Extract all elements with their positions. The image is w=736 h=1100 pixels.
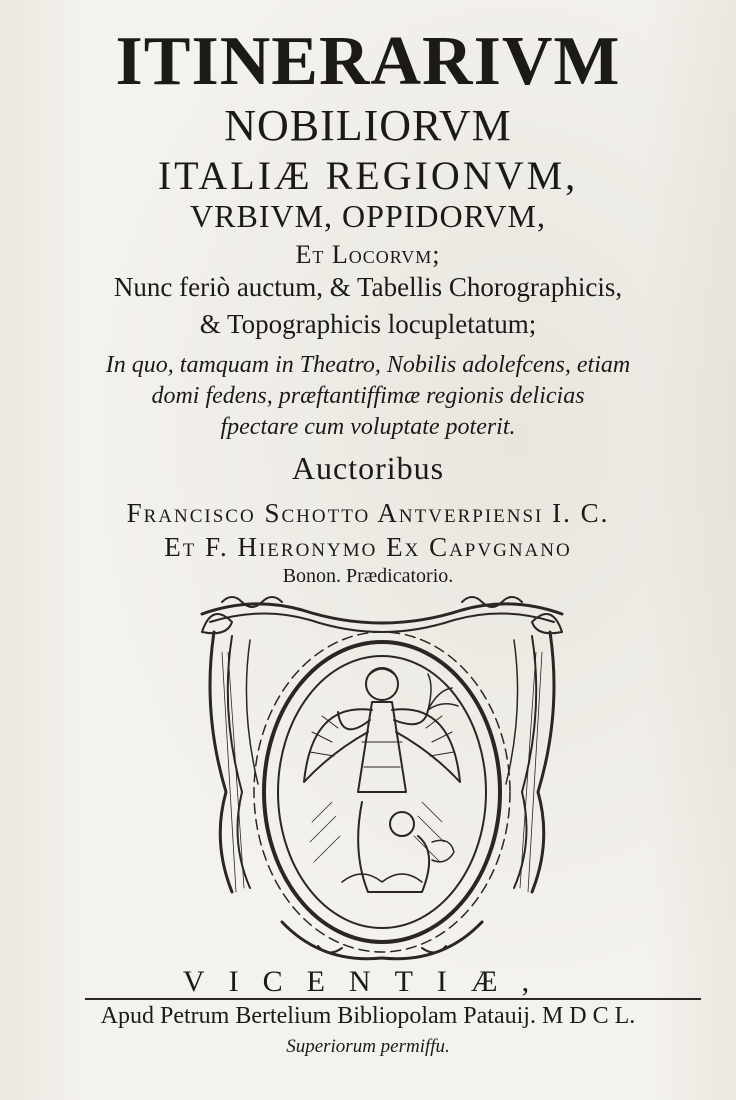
subtitle-line-1: Nunc feriò auctum, & Tabellis Chorographicis, xyxy=(113,272,623,302)
author-2-affiliation: Bonon. Prædicatorio. xyxy=(282,565,454,587)
authors-heading: Auctoribus xyxy=(291,450,445,486)
description-line-1: In quo, tamquam in Theatro, Nobilis adolefcens, etiam xyxy=(105,352,631,378)
title-line-3: ITALIÆ REGIONVM, xyxy=(157,153,579,198)
description-line-2: domi fedens, præftantiffimæ regionis delicias xyxy=(151,383,585,409)
author-2: Et F. Hieronymo Ex Capvgnano xyxy=(164,532,572,562)
printers-device-angel-icon xyxy=(192,592,572,962)
imprint-permission: Superiorum permiffu. xyxy=(286,1036,450,1057)
title-line-2: NOBILIORVM xyxy=(224,101,512,150)
imprint-rule xyxy=(85,998,701,1000)
title-line-5: Et Locorvm; xyxy=(295,240,441,269)
description-line-3: fpectare cum voluptate poterit. xyxy=(220,414,516,440)
author-1: Francisco Schotto Antverpiensi I. C. xyxy=(126,498,610,528)
subtitle-line-2: & Topographicis locupletatum; xyxy=(199,309,537,339)
imprint-printer: Apud Petrum Bertelium Bibliopolam Patauij. M D C L. xyxy=(100,1003,636,1029)
imprint-place: VICENTIÆ, xyxy=(182,965,554,998)
book-title: ITINERARIVM xyxy=(115,23,621,100)
title-line-4: VRBIVM, OPPIDORVM, xyxy=(190,198,546,234)
